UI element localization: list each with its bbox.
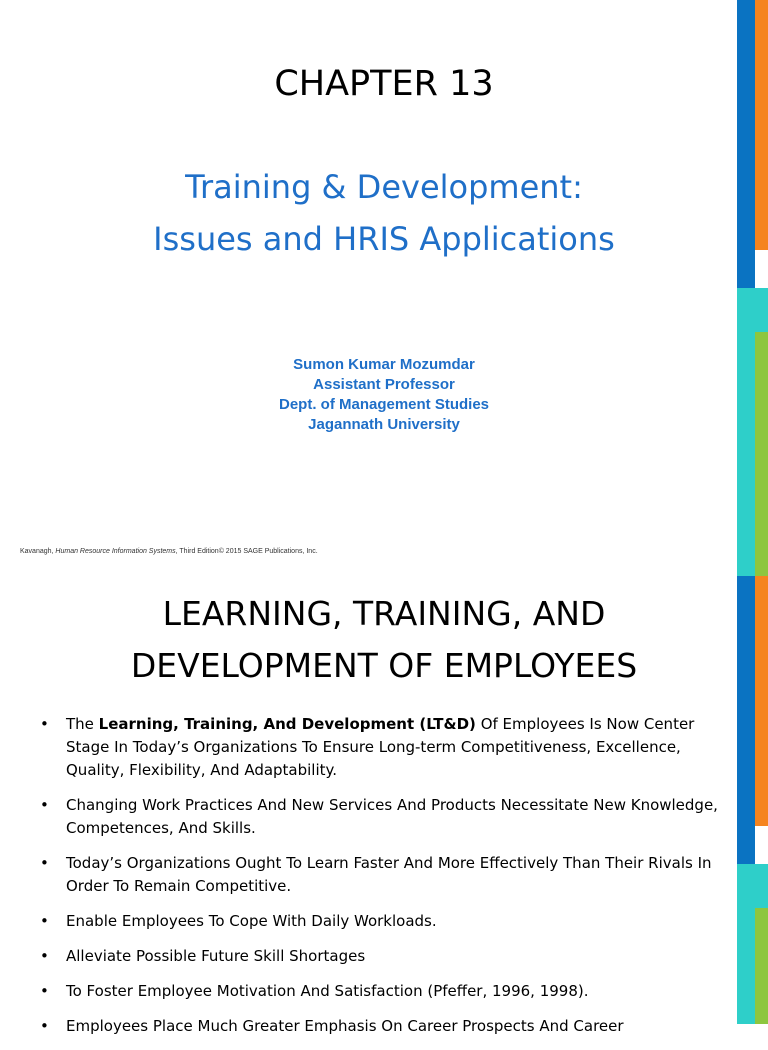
list-item: • Employees Place Much Greater Emphasis On Career Prospects And Career — [40, 1017, 624, 1035]
content-slide — [0, 576, 768, 1035]
subtitle-line-1: Training & Development: — [185, 168, 583, 206]
list-item: • The Learning, Training, And Development (LT&D) Of Employees Is Now Center Stage In Today’s Organizations To Ensure Long-term Competitiveness, Excellence, Quality, Flexibility, And Adaptability. — [40, 715, 695, 779]
slide-title-line-1: LEARNING, TRAINING, AND — [162, 594, 606, 633]
teal-stripe-lower — [737, 908, 755, 1024]
chapter-heading: CHAPTER 13 — [274, 64, 494, 104]
list-item: • To Foster Employee Motivation And Satisfaction (Pfeffer, 1996, 1998). — [40, 982, 589, 1000]
green-stripe — [755, 908, 768, 1024]
orange-stripe — [755, 0, 768, 250]
author-dept: Dept. of Management Studies — [278, 396, 490, 413]
list-item: • Alleviate Possible Future Skill Shortages — [40, 947, 366, 965]
slide-title-line-2: DEVELOPMENT OF EMPLOYEES — [130, 646, 638, 685]
bullet-list — [36, 713, 726, 1050]
teal-stripe — [737, 864, 768, 908]
teal-stripe — [737, 288, 768, 332]
subtitle-line-2: Issues and HRIS Applications — [153, 220, 615, 258]
list-item: • Changing Work Practices And New Services And Products Necessitate New Knowledge, Competences, And Skills. — [40, 796, 718, 837]
list-item: • Today’s Organizations Ought To Learn Faster And More Effectively Than Their Rivals In Order To Remain Competitive. — [40, 854, 712, 895]
list-item: • Enable Employees To Cope With Daily Workloads. — [40, 912, 437, 930]
copyright-footer: Kavanagh, Human Resource Information Systems, Third Edition© 2015 SAGE Publications, Inc. — [20, 548, 318, 555]
author-university: Jagannath University — [308, 416, 460, 433]
author-title: Assistant Professor — [313, 376, 455, 393]
author-name: Sumon Kumar Mozumdar — [293, 356, 475, 373]
